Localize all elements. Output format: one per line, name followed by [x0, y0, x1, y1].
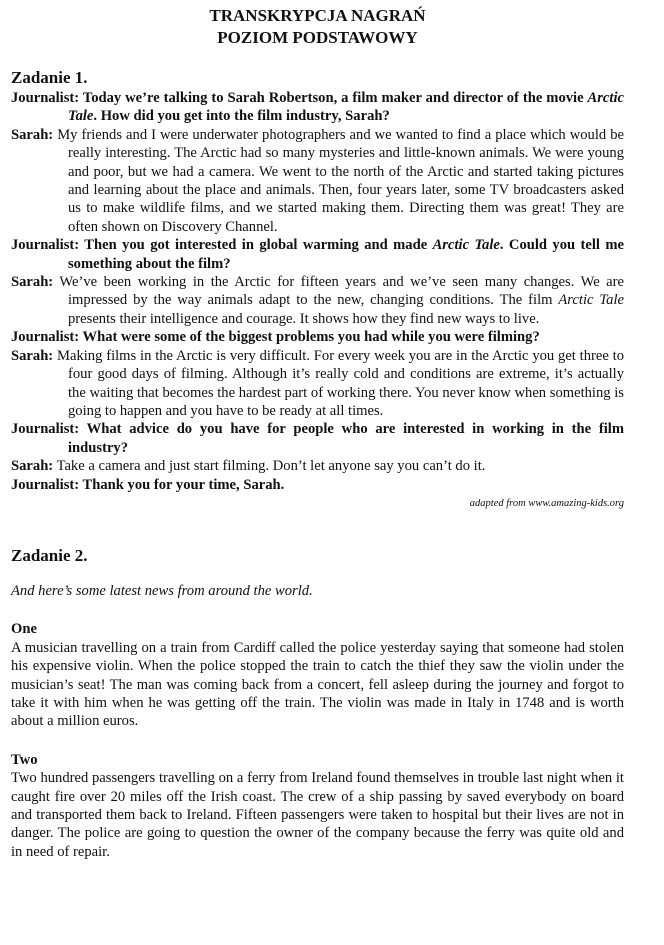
dialogue-text: We’ve been working in the Arctic for fifteen years and we’ve seen many changes. We are impressed by the way animals adapt to the new, changing conditions. The film [59, 274, 625, 309]
news-item-text: A musician travelling on a train from Cardiff called the police yesterday saying that someone had stolen his expensive violin. When the police stopped the train to catch the thief they saw the violin under the musician’s seat! The man was coming back from a concert, fell asleep during the journey and forgot to take it with him when he was getting off the train. The violin was made in Italy in 1748 and is worth about a million euros. [11, 639, 624, 730]
speaker-label: Journalist: [11, 90, 80, 106]
dialogue-entry [11, 328, 624, 346]
speaker-label: Journalist: [11, 329, 80, 346]
speaker-label: Sarah: [11, 126, 54, 143]
dialogue-entry [11, 236, 624, 273]
dialogue-text: Thank you for your time, Sarah. [82, 476, 285, 493]
header-subtitle: POZIOM PODSTAWOWY [217, 28, 418, 47]
dialogue-text: presents their intelligence and courage. It shows how they find new ways to live. [68, 310, 540, 327]
dialogue-entry [11, 420, 624, 457]
film-title: Arctic Tale [432, 237, 500, 254]
speaker-label: Sarah: [11, 347, 54, 364]
film-title: Arctic Tale [68, 90, 624, 125]
dialogue-entry [11, 476, 624, 494]
document-header [11, 5, 624, 49]
film-title: Arctic Tale [558, 292, 624, 309]
task-1-section [11, 67, 624, 511]
dialogue-text: Then you got interested in global warming and made [84, 237, 433, 254]
header-title: TRANSKRYPCJA NAGRAŃ [209, 6, 426, 25]
dialogue-text: . How did you get into the film industry, Sarah? [93, 108, 390, 125]
dialogue-entry [11, 126, 624, 236]
dialogue-entry [11, 347, 624, 421]
task-2-section [11, 545, 624, 861]
source-note: adapted from www.amazing-kids.org [469, 497, 624, 509]
dialogue-entry [11, 273, 624, 328]
dialogue-text: Today we’re talking to Sarah Robertson, a film maker and director of the movie [82, 90, 588, 106]
speaker-label: Sarah: [11, 458, 54, 475]
dialogue-text: Making films in the Arctic is very difficult. For every week you are in the Arctic you get three to four good days of filming. Although it’s really cold and conditions are extreme, it’s actually the waiting that becomes the hardest part of working there. You never know when something is going to happen and you have to be ready at all times. [57, 347, 625, 419]
dialogue-entry [11, 457, 624, 475]
dialogue-text: What were some of the biggest problems you had while you were filming? [82, 329, 540, 346]
speaker-label: Journalist: [11, 476, 80, 493]
news-item-text: Two hundred passengers travelling on a ferry from Ireland found themselves in trouble last night when it caught fire over 20 miles off the Irish coast. The crew of a ship passing by saved everybody on board and transported them back to Ireland. Fifteen passengers were taken to hospital but their lives are not in danger. The police are going to question the owner of the company because the ferry was quite old and in need of repair. [11, 770, 624, 860]
dialogue-text: Take a camera and just start filming. Don’t let anyone say you can’t do it. [56, 458, 486, 475]
task-1-heading: Zadanie 1. [11, 68, 88, 87]
news-item-title: Two [11, 751, 38, 768]
news-intro: And here’s some latest news from around the world. [11, 582, 313, 599]
dialogue-text: What advice do you have for people who are interested in working in the film industry? [68, 421, 624, 456]
document-page [11, 0, 624, 861]
news-list [11, 620, 624, 861]
news-item-title: One [11, 621, 37, 638]
dialogue-text: My friends and I were underwater photographers and we wanted to find a place which would be really interesting. The Arctic had so many mysteries and little-known animals. We were young and poor, but we had a camera. We went to the north of the Arctic and started taking pictures and learning about the place and animals. Then, four years later, some TV broadcasters asked us to make wildlife films, and we started making them. Directing them was great! They are often shown on Discovery Channel. [57, 126, 624, 235]
task-2-heading: Zadanie 2. [11, 545, 88, 565]
dialogue-entry [11, 89, 624, 126]
dialogue-text: . Could you tell me something about the film? [68, 237, 625, 272]
speaker-label: Journalist: [11, 237, 80, 254]
speaker-label: Journalist: [11, 421, 80, 438]
speaker-label: Sarah: [11, 274, 54, 291]
interview-dialogue [11, 89, 624, 494]
